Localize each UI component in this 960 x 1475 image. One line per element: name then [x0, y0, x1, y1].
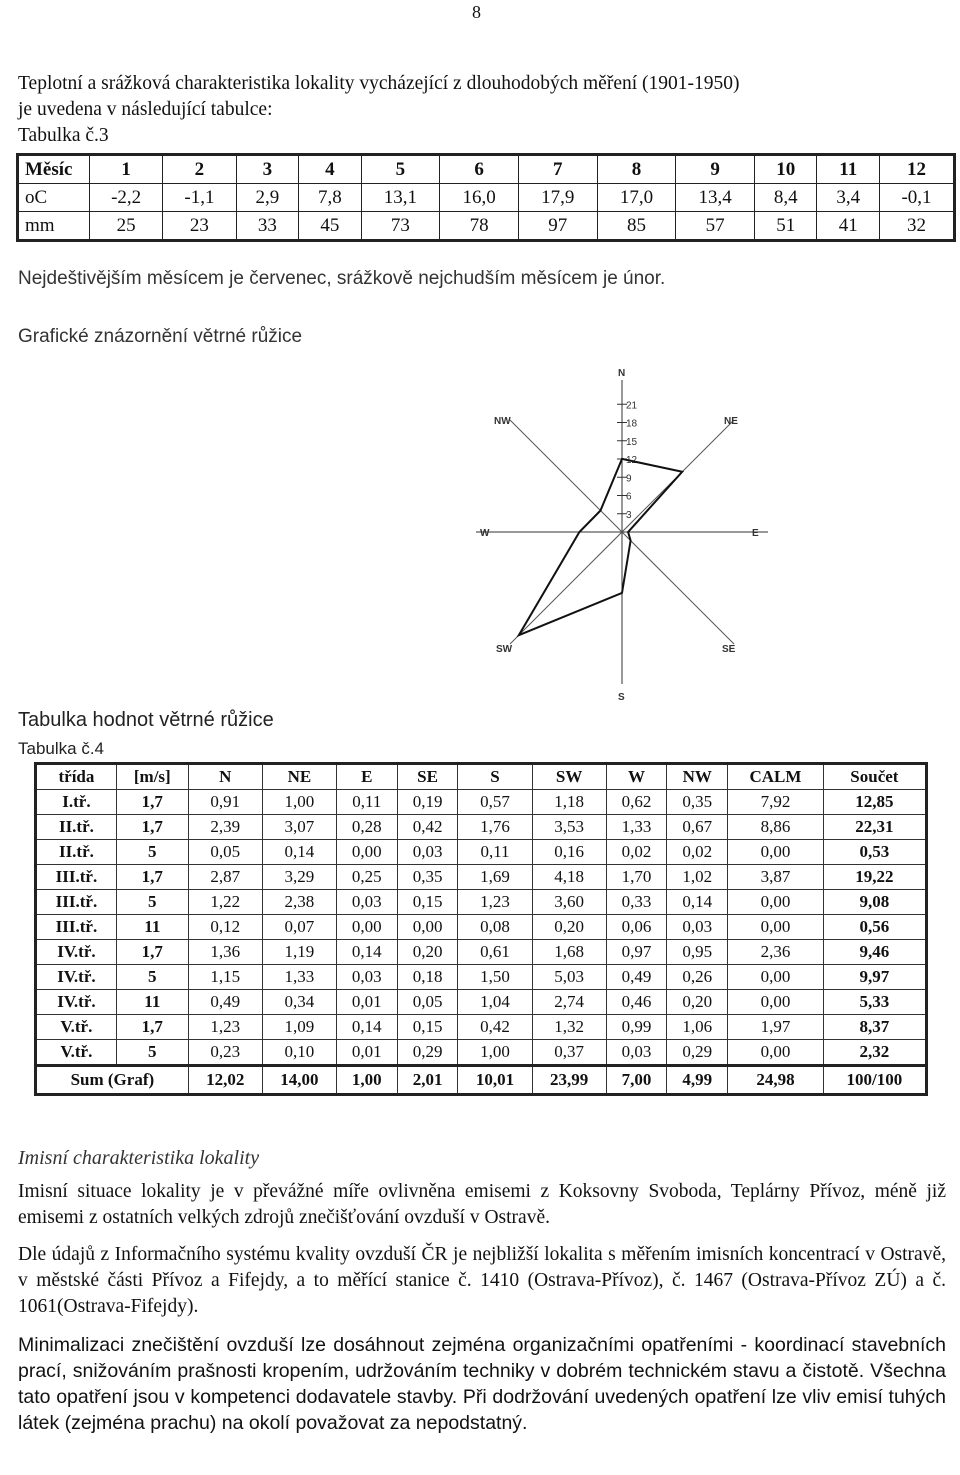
climate-cell: 23 [163, 212, 236, 241]
table4-cell: 0,37 [532, 1040, 606, 1066]
table4-cell: 1,7 [116, 815, 188, 840]
direction-label-w: W [480, 528, 490, 539]
table4-cell: 0,05 [188, 840, 262, 865]
table4-cell: 19,22 [823, 865, 926, 890]
table4-cell: 0,20 [397, 940, 458, 965]
table4-cell: 4,18 [532, 865, 606, 890]
climate-cell: 17,0 [597, 184, 676, 212]
paragraph-2: Dle údajů z Informačního systému kvality ovzduší ČR je nejbližší lokalita s měřením imisních koncentrací v Ostravě, v městské části Přívoz a Fifejdy, a to měřící stanice č. 1410 (Ostrava-Přívoz), č. 1467 (Ostrava-Přívoz ZÚ) a č. 1061(Ostrava-Fifejdy). [18, 1244, 946, 1317]
table4-cell: 2,32 [823, 1040, 926, 1066]
table4-cell: 0,42 [458, 1015, 532, 1040]
table4-sum-cell: 24,98 [728, 1066, 824, 1095]
climate-cell: 16,0 [440, 184, 519, 212]
windrose-heading: Grafické znázornění větrné růžice [18, 326, 303, 347]
table4-cell: 0,00 [728, 965, 824, 990]
table4-cell: 1,69 [458, 865, 532, 890]
table4-sum-cell: 10,01 [458, 1066, 532, 1095]
table4-cell: 0,97 [606, 940, 667, 965]
table4-cell: 8,86 [728, 815, 824, 840]
table4-cell: 1,33 [262, 965, 336, 990]
table4-cell: I.tř. [36, 790, 117, 815]
table4-cell: III.tř. [36, 915, 117, 940]
climate-cell: 45 [299, 212, 362, 241]
climate-cell: 17,9 [518, 184, 597, 212]
climate-cell: 7 [518, 155, 597, 184]
climate-cell: 3,4 [817, 184, 880, 212]
table4-cell: IV.tř. [36, 965, 117, 990]
table4-cell: 0,00 [397, 915, 458, 940]
table4-cell: 5,33 [823, 990, 926, 1015]
table4-cell: IV.tř. [36, 940, 117, 965]
climate-cell: 3 [236, 155, 299, 184]
table4-sum-cell: 2,01 [397, 1066, 458, 1095]
table4-cell: 2,39 [188, 815, 262, 840]
climate-cell: 2 [163, 155, 236, 184]
table4-cell: 0,12 [188, 915, 262, 940]
table4-cell: 1,04 [458, 990, 532, 1015]
table4-cell: 0,03 [336, 965, 397, 990]
table4-cell: 1,7 [116, 865, 188, 890]
table4-cell: 0,11 [458, 840, 532, 865]
table4-header-cell: SW [532, 764, 606, 790]
climate-cell: -1,1 [163, 184, 236, 212]
table4-sum-cell: Sum (Graf) [36, 1066, 189, 1095]
table4-cell: 1,06 [667, 1015, 728, 1040]
table4-cell: 1,36 [188, 940, 262, 965]
table4-cell: 0,29 [667, 1040, 728, 1066]
table4-cell: 7,92 [728, 790, 824, 815]
table4-cell: V.tř. [36, 1040, 117, 1066]
table4-cell: 0,15 [397, 1015, 458, 1040]
table4-cell: 0,14 [667, 890, 728, 915]
table4-sum-cell: 7,00 [606, 1066, 667, 1095]
table4-cell: 1,00 [458, 1040, 532, 1066]
table4-cell: 3,29 [262, 865, 336, 890]
table4-cell: 8,37 [823, 1015, 926, 1040]
table4-cell: 1,70 [606, 865, 667, 890]
table4-cell: 0,35 [397, 865, 458, 890]
table4-cell: 0,07 [262, 915, 336, 940]
table4-cell: 0,06 [606, 915, 667, 940]
table4-cell: 0,02 [606, 840, 667, 865]
climate-cell: 78 [440, 212, 519, 241]
climate-cell: 4 [299, 155, 362, 184]
table4-header-row [36, 764, 927, 790]
table4-cell: 0,20 [667, 990, 728, 1015]
table4-cell: 3,87 [728, 865, 824, 890]
windrose-table [34, 762, 928, 1096]
table4-cell: 1,33 [606, 815, 667, 840]
table4-cell: 0,67 [667, 815, 728, 840]
table4-cell: III.tř. [36, 865, 117, 890]
table4-cell: 0,14 [336, 940, 397, 965]
table-row [36, 940, 927, 965]
climate-cell: 41 [817, 212, 880, 241]
windrose-polygon [519, 459, 682, 635]
paragraph-1: Imisní situace lokality je v převážné míře ovlivněna emisemi z Koksovny Svoboda, Teplárny Přívoz, méně již emisemi z ostatních velkých zdrojů znečišťování ovzduší v Ostravě. [18, 1181, 946, 1228]
table4-cell: 1,50 [458, 965, 532, 990]
table4-cell: 0,01 [336, 990, 397, 1015]
climate-table [16, 153, 956, 242]
table4-sum-row [36, 1066, 927, 1095]
table4-sum-cell: 100/100 [823, 1066, 926, 1095]
table4-cell: 0,99 [606, 1015, 667, 1040]
table4-cell: 0,25 [336, 865, 397, 890]
table4-cell: 1,7 [116, 790, 188, 815]
table4-cell: 11 [116, 915, 188, 940]
tick-label: 15 [626, 436, 638, 448]
intro-line-1: Teplotní a srážková charakteristika lokality vycházející z dlouhodobých měření (1901-1950) [18, 73, 740, 94]
table4-cell: 9,08 [823, 890, 926, 915]
table4-cell: 9,46 [823, 940, 926, 965]
table4-cell: 2,36 [728, 940, 824, 965]
table4-cell: 0,03 [336, 890, 397, 915]
climate-cell: 5 [361, 155, 440, 184]
table4-cell: 0,18 [397, 965, 458, 990]
table4-cell: 5 [116, 890, 188, 915]
table4-cell: 0,95 [667, 940, 728, 965]
table4-cell: 3,53 [532, 815, 606, 840]
table4-sum-cell: 23,99 [532, 1066, 606, 1095]
table4-cell: 0,03 [606, 1040, 667, 1066]
intro-line-2: je uvedena v následující tabulce: [18, 99, 273, 120]
table4-cell: 0,00 [336, 915, 397, 940]
table4-cell: 0,20 [532, 915, 606, 940]
table4-cell: 0,42 [397, 815, 458, 840]
table4-cell: 0,00 [728, 840, 824, 865]
table4-cell: V.tř. [36, 1015, 117, 1040]
table4-cell: 0,46 [606, 990, 667, 1015]
table4-cell: 0,19 [397, 790, 458, 815]
tick-label: 6 [626, 491, 632, 503]
climate-row [18, 155, 955, 184]
climate-cell: mm [18, 212, 90, 241]
climate-cell: 25 [90, 212, 163, 241]
table4-cell: 0,56 [823, 915, 926, 940]
table4-cell: II.tř. [36, 840, 117, 865]
climate-cell: Měsíc [18, 155, 90, 184]
climate-cell: 7,8 [299, 184, 362, 212]
table4-header-cell: Součet [823, 764, 926, 790]
tick-label: 18 [626, 418, 638, 430]
table3-caption: Tabulka č.3 [18, 125, 109, 146]
table4-cell: 1,22 [188, 890, 262, 915]
table4-cell: 0,14 [336, 1015, 397, 1040]
climate-cell: 8,4 [754, 184, 817, 212]
table4-header-cell: NW [667, 764, 728, 790]
climate-cell: 13,1 [361, 184, 440, 212]
table4-header-cell: N [188, 764, 262, 790]
direction-label-e: E [752, 528, 759, 539]
direction-label-s: S [618, 692, 625, 700]
climate-cell: 97 [518, 212, 597, 241]
climate-cell: 10 [754, 155, 817, 184]
climate-cell: 12 [879, 155, 954, 184]
table4-cell: 0,00 [728, 1040, 824, 1066]
climate-cell: 57 [676, 212, 755, 241]
climate-cell: 6 [440, 155, 519, 184]
table4-cell: 1,23 [188, 1015, 262, 1040]
table-row [36, 965, 927, 990]
climate-cell: 13,4 [676, 184, 755, 212]
table-row [36, 865, 927, 890]
table4-cell: 1,18 [532, 790, 606, 815]
table4-cell: 11 [116, 990, 188, 1015]
table4-header-cell: CALM [728, 764, 824, 790]
table4-cell: 1,76 [458, 815, 532, 840]
table4-cell: 0,16 [532, 840, 606, 865]
table4-header-cell: třída [36, 764, 117, 790]
table4-cell: 0,35 [667, 790, 728, 815]
table4-cell: III.tř. [36, 890, 117, 915]
direction-label-sw: SW [496, 644, 513, 655]
climate-cell: 9 [676, 155, 755, 184]
page-number: 8 [472, 2, 481, 22]
table4-cell: 0,01 [336, 1040, 397, 1066]
table4-cell: 0,49 [188, 990, 262, 1015]
tick-label: 21 [626, 400, 638, 412]
table4-header-cell: W [606, 764, 667, 790]
table4-cell: 5,03 [532, 965, 606, 990]
table4-cell: 0,00 [728, 890, 824, 915]
table4-cell: 1,7 [116, 940, 188, 965]
table4-cell: 5 [116, 1040, 188, 1066]
table4-cell: 1,32 [532, 1015, 606, 1040]
table4-cell: 0,91 [188, 790, 262, 815]
table4-cell: 1,09 [262, 1015, 336, 1040]
tick-label: 12 [626, 455, 638, 466]
table4-cell: 1,7 [116, 1015, 188, 1040]
direction-label-se: SE [722, 644, 736, 655]
climate-cell: 1 [90, 155, 163, 184]
table4-header-cell: S [458, 764, 532, 790]
paragraph-3: Minimalizaci znečištění ovzduší lze dosáhnout zejména organizačními opatřeními - koordinací stavebních prací, snižováním prašnosti kropením, udržováním techniky v dobrém technickém stavu a čistotě. Všechna tato opatření jsou v kompetenci dodavatele stavby. Při dodržování uvedených opatření lze vliv emisí tuhých látek (zejména prachu) na okolí považovat za nepodstatný. [18, 1334, 946, 1434]
table4-cell: 0,03 [667, 915, 728, 940]
table4-cell: 0,34 [262, 990, 336, 1015]
table4-cell: 1,00 [262, 790, 336, 815]
tick-label: 3 [626, 509, 632, 521]
climate-cell: 2,9 [236, 184, 299, 212]
table-row [36, 840, 927, 865]
table4-cell: 2,87 [188, 865, 262, 890]
table4-cell: 0,05 [397, 990, 458, 1015]
climate-cell: 85 [597, 212, 676, 241]
climate-cell: 32 [879, 212, 954, 241]
table4-cell: 0,53 [823, 840, 926, 865]
table4-cell: 0,10 [262, 1040, 336, 1066]
table-row [36, 890, 927, 915]
table-row [36, 1015, 927, 1040]
table4-cell: 2,74 [532, 990, 606, 1015]
table4-cell: 0,03 [397, 840, 458, 865]
table-row [36, 815, 927, 840]
table4-cell: 0,23 [188, 1040, 262, 1066]
table4-heading: Tabulka hodnot větrné růžice [18, 709, 274, 731]
table4-cell: 12,85 [823, 790, 926, 815]
direction-label-ne: NE [724, 416, 738, 427]
climate-row [18, 212, 955, 241]
table4-header-cell: [m/s] [116, 764, 188, 790]
table4-cell: 0,29 [397, 1040, 458, 1066]
table4-sum-cell: 14,00 [262, 1066, 336, 1095]
table4-header-cell: NE [262, 764, 336, 790]
table4-cell: 1,02 [667, 865, 728, 890]
climate-cell: 51 [754, 212, 817, 241]
rain-sentence: Nejdeštivějším měsícem je červenec, srážkově nejchudším měsícem je únor. [18, 268, 666, 289]
table4-cell: 1,15 [188, 965, 262, 990]
table-row [36, 915, 927, 940]
table4-cell: 1,97 [728, 1015, 824, 1040]
table4-cell: 0,02 [667, 840, 728, 865]
table4-cell: 0,61 [458, 940, 532, 965]
table4-cell: 0,28 [336, 815, 397, 840]
table4-cell: 5 [116, 965, 188, 990]
climate-cell: oC [18, 184, 90, 212]
table4-cell: 0,00 [336, 840, 397, 865]
table4-cell: 0,49 [606, 965, 667, 990]
windrose-chart [440, 360, 800, 700]
climate-cell: 73 [361, 212, 440, 241]
table-row [36, 990, 927, 1015]
table4-cell: 0,26 [667, 965, 728, 990]
table4-cell: 3,60 [532, 890, 606, 915]
imission-heading: Imisní charakteristika lokality [18, 1147, 260, 1169]
table4-header-cell: SE [397, 764, 458, 790]
climate-cell: 8 [597, 155, 676, 184]
table-row [36, 790, 927, 815]
direction-label-nw: NW [494, 416, 511, 427]
table4-header-cell: E [336, 764, 397, 790]
direction-label-n: N [618, 368, 626, 379]
intro-block [18, 71, 948, 149]
table4-cell: 0,15 [397, 890, 458, 915]
table4-cell: 0,11 [336, 790, 397, 815]
table4-cell: 0,62 [606, 790, 667, 815]
table4-cell: 5 [116, 840, 188, 865]
table4-cell: 0,33 [606, 890, 667, 915]
table4-cell: 2,38 [262, 890, 336, 915]
table4-cell: 0,00 [728, 915, 824, 940]
table4-sum-cell: 4,99 [667, 1066, 728, 1095]
table4-cell: 0,57 [458, 790, 532, 815]
tick-label: 9 [626, 473, 632, 485]
climate-cell: 33 [236, 212, 299, 241]
table4-cell: 0,14 [262, 840, 336, 865]
table4-cell: 1,68 [532, 940, 606, 965]
table4-sum-cell: 12,02 [188, 1066, 262, 1095]
table4-sum-cell: 1,00 [336, 1066, 397, 1095]
climate-cell: 11 [817, 155, 880, 184]
table4-cell: 1,23 [458, 890, 532, 915]
table4-caption: Tabulka č.4 [18, 739, 104, 758]
table4-cell: II.tř. [36, 815, 117, 840]
table4-cell: 9,97 [823, 965, 926, 990]
table4-cell: 0,08 [458, 915, 532, 940]
climate-row [18, 184, 955, 212]
climate-cell: -2,2 [90, 184, 163, 212]
table4-cell: 1,19 [262, 940, 336, 965]
table4-cell: 22,31 [823, 815, 926, 840]
table4-cell: IV.tř. [36, 990, 117, 1015]
table4-cell: 3,07 [262, 815, 336, 840]
table-row [36, 1040, 927, 1066]
table4-cell: 0,00 [728, 990, 824, 1015]
climate-cell: -0,1 [879, 184, 954, 212]
